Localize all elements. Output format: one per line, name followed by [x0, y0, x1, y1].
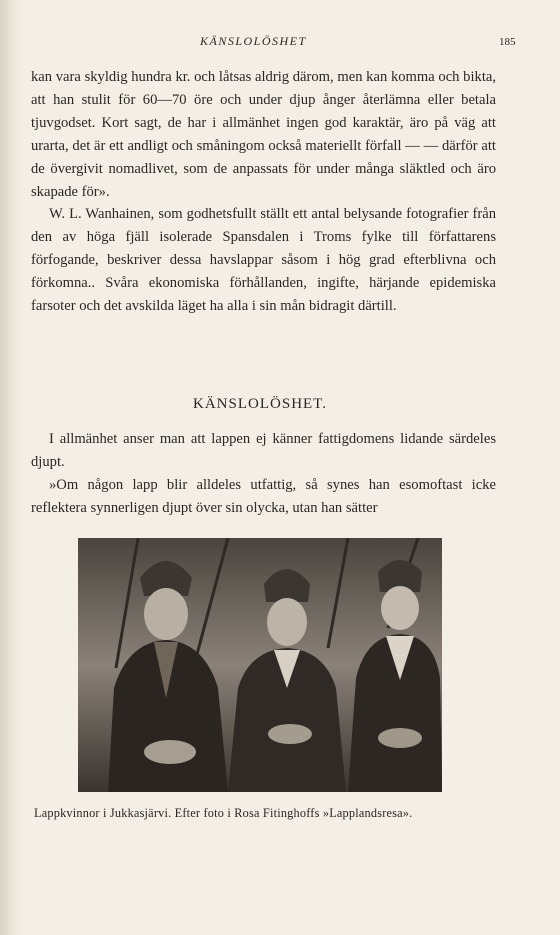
- paragraph-quote: »Om någon lapp blir alldeles utfattig, så synes han esomoftast icke reflektera synnerligen djupt över sin olycka, utan han sätter: [31, 476, 496, 516]
- paragraph-wanhainen: W. L. Wanhainen, som godhetsfullt ställt ett antal belysande fotografier från den av höga fjäll isolerade Spansdalen i Troms fylke till författarens förfogande, beskriver dessa havslappar såsom i hög grad efterblivna och förkomna.. Svåra ekonomiska förhållanden, ingifte, härjande epidemiska farsoter och det avskilda läget ha alla i sin mån bidragit därtill.: [31, 206, 496, 315]
- halftone-photograph: [78, 538, 442, 792]
- running-title: KÄNSLOLÖSHET: [200, 34, 307, 48]
- photo-caption: Lappkvinnor i Jukkasjärvi. Efter foto i Rosa Fitinghoffs »Lapplandsresa».: [34, 806, 413, 820]
- running-head: [0, 34, 560, 50]
- paragraph-allmanhet: I allmänhet anser man att lappen ej känner fattigdomens lidande särdeles djupt.: [31, 431, 496, 470]
- page-gutter-shadow: [0, 0, 22, 935]
- page-number: 185: [499, 36, 516, 48]
- photo-illustration: [78, 538, 442, 792]
- body-text-bottom: [31, 428, 496, 520]
- paragraph-continuation: kan vara skyldig hundra kr. och låtsas aldrig därom, men kan komma och bikta, att han stulit för 60—70 öre och under djup ånger återlämna eller betala tjuvgodset. Kort sagt, de har i allmänhet ingen god karaktär, äro på väg att urarta, det är ett andligt och småningom också materiellt förfall — — därför att de övergivit nomadlivet, som de anpassats för under många släktled och äro skapade för».: [31, 69, 496, 200]
- body-text-top: [31, 66, 496, 318]
- section-heading: KÄNSLOLÖSHET.: [193, 396, 327, 412]
